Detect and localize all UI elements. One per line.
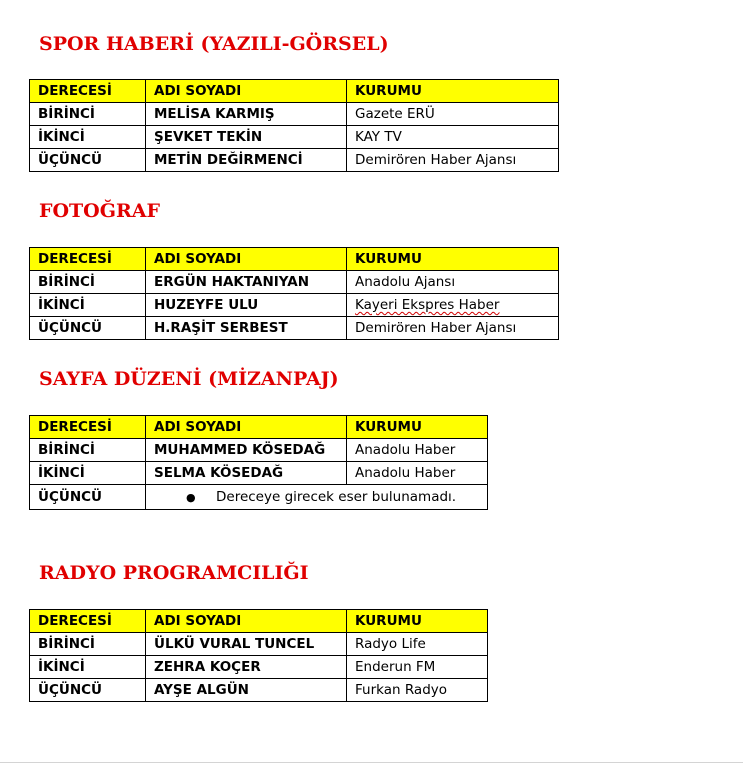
radyo-programciligi-table [29,609,488,702]
rank-cell: ÜÇÜNCÜ [30,317,146,340]
name-cell: MELİSA KARMIŞ [146,103,347,126]
name-cell: ŞEVKET TEKİN [146,126,347,149]
name-cell: METİN DEĞİRMENCİ [146,149,347,172]
no-entry-note: Dereceye girecek eser bulunamadı. [216,488,457,505]
rank-cell: BİRİNCİ [30,633,146,656]
name-cell: AYŞE ALGÜN [146,679,347,702]
page-bottom-edge [0,762,743,763]
table-row [30,317,559,340]
institution-cell: Demirören Haber Ajansı [347,317,559,340]
table-row [30,271,559,294]
name-cell: MUHAMMED KÖSEDAĞ [146,439,347,462]
header-cell: ADI SOYADI [146,80,347,103]
section-title-fotograf: FOTOĞRAF [39,200,160,222]
spellcheck-underlined-text: Kayeri Ekspres Haber [355,297,500,313]
rank-cell: BİRİNCİ [30,439,146,462]
table-header-row [30,248,559,271]
table-row [30,485,488,510]
name-cell: ZEHRA KOÇER [146,656,347,679]
bullet-icon: ● [186,490,196,504]
name-cell: HUZEYFE ULU [146,294,347,317]
header-cell: KURUMU [347,610,488,633]
name-cell: ÜLKÜ VURAL TUNCEL [146,633,347,656]
rank-cell: ÜÇÜNCÜ [30,149,146,172]
header-cell: KURUMU [347,416,488,439]
rank-cell: BİRİNCİ [30,103,146,126]
table-row [30,126,559,149]
sayfa-duzeni-table [29,415,488,510]
header-cell: ADI SOYADI [146,248,347,271]
rank-cell: İKİNCİ [30,126,146,149]
institution-cell: Anadolu Ajansı [347,271,559,294]
institution-cell [347,294,559,317]
section-title-sayfa-duzeni: SAYFA DÜZENİ (MİZANPAJ) [39,368,339,390]
rank-cell: İKİNCİ [30,656,146,679]
rank-cell: İKİNCİ [30,294,146,317]
table-header-row [30,416,488,439]
institution-cell: Anadolu Haber [347,439,488,462]
institution-cell: Radyo Life [347,633,488,656]
rank-cell: ÜÇÜNCÜ [30,679,146,702]
section-title-spor-haberi: SPOR HABERİ (YAZILI-GÖRSEL) [39,33,389,55]
institution-cell: Gazete ERÜ [347,103,559,126]
table-row [30,633,488,656]
header-cell: DERECESİ [30,610,146,633]
name-cell: SELMA KÖSEDAĞ [146,462,347,485]
institution-cell: Demirören Haber Ajansı [347,149,559,172]
table-row [30,103,559,126]
no-entry-note-cell [146,485,488,510]
table-row [30,656,488,679]
header-cell: ADI SOYADI [146,416,347,439]
section-title-radyo-programciligi: RADYO PROGRAMCILIĞI [39,562,309,584]
rank-cell: BİRİNCİ [30,271,146,294]
header-cell: ADI SOYADI [146,610,347,633]
header-cell: DERECESİ [30,248,146,271]
table-row [30,294,559,317]
spor-haberi-table [29,79,559,172]
table-row [30,439,488,462]
name-cell: H.RAŞİT SERBEST [146,317,347,340]
header-cell: DERECESİ [30,416,146,439]
institution-cell: Anadolu Haber [347,462,488,485]
table-header-row [30,80,559,103]
table-row [30,462,488,485]
header-cell: KURUMU [347,80,559,103]
table-header-row [30,610,488,633]
rank-cell: İKİNCİ [30,462,146,485]
name-cell: ERGÜN HAKTANIYAN [146,271,347,294]
header-cell: DERECESİ [30,80,146,103]
institution-cell: KAY TV [347,126,559,149]
table-row [30,679,488,702]
rank-cell: ÜÇÜNCÜ [30,485,146,510]
institution-cell: Enderun FM [347,656,488,679]
institution-cell: Furkan Radyo [347,679,488,702]
header-cell: KURUMU [347,248,559,271]
fotograf-table [29,247,559,340]
table-row [30,149,559,172]
